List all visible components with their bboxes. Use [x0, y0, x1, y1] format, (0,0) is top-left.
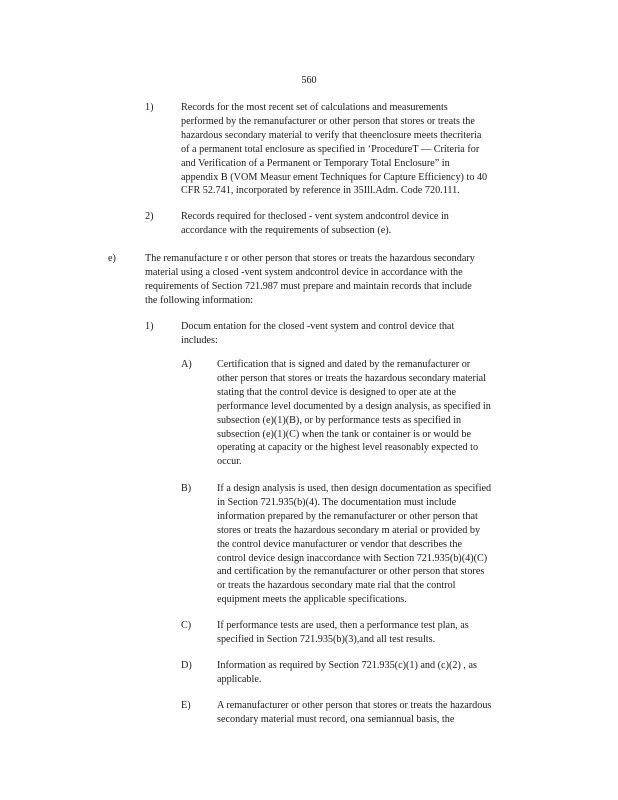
text-line: Records for the most recent set of calculations and measurements [181, 102, 448, 113]
paragraph-label: B) [181, 483, 192, 494]
paragraph-text [217, 358, 547, 469]
text-line: hazardous secondary material to verify that theenclosure meets thecriteria [181, 129, 482, 141]
text-line: performed by the remanufacturer or other person that stores or treats the [181, 115, 475, 127]
text-line: information prepared by the remanufacturer or other person that [217, 510, 478, 522]
text-line: accordance with the requirements of subsection (e). [181, 224, 392, 236]
text-line: or treats the hazardous secondary mate rial that the control [217, 580, 456, 592]
text-line: material using a closed -vent system andcontrol device in accordance with the [145, 266, 463, 278]
text-line: subsection (e)(1)(B), or by performance tests as specified in [217, 414, 462, 426]
paragraph-label: C) [181, 620, 192, 631]
paragraph-text [217, 482, 539, 607]
text-line: other person that stores or treats the hazardous secondary material [217, 372, 487, 384]
paragraph-text [181, 320, 501, 348]
text-line: applicable. [217, 673, 262, 685]
text-line: A remanufacturer or other person that stores or treats the hazardous [217, 700, 492, 711]
text-line: If performance tests are used, then a performance test plan, as [217, 620, 469, 631]
text-line: appendix B (VOM Measur ement Techniques for Capture Efficiency) to 40 [181, 171, 488, 183]
text-line: and certification by the remanufacturer or other person that stores [217, 566, 485, 578]
text-line: secondary material must record, ona semiannual basis, the [217, 713, 455, 725]
text-line: stating that the control device is designed to oper ate at the [217, 386, 457, 398]
paragraph-text [217, 699, 519, 727]
text-line: the control device manufacturer or vendor that describes the [217, 538, 462, 550]
paragraph-label: E) [181, 700, 191, 711]
text-line: includes: [181, 334, 218, 346]
paragraph-text [181, 101, 531, 198]
text-line: subsection (e)(1)(C) when the tank or container is or would be [217, 428, 472, 440]
text-line: specified in Section 721.935(b)(3),and all test results. [217, 633, 436, 645]
text-line: control device design inaccordance with Section 721.935(b)(4)(C) [217, 552, 488, 564]
text-line: Information as required by Section 721.935(c)(1) and (c)(2) , as [217, 660, 477, 671]
text-line: in Section 721.935(b)(4). The documentation must include [217, 496, 457, 508]
text-line: the following information: [145, 294, 254, 306]
paragraph-label: A) [181, 359, 192, 370]
page-number: 560 [301, 75, 317, 86]
paragraph-text [217, 619, 517, 647]
text-line: The remanufacture r or other person that stores or treats the hazardous secondary [145, 253, 475, 264]
text-line: performance level documented by a design analysis, as specified in [217, 400, 491, 412]
text-line: Docum entation for the closed -vent system and control device that [181, 321, 455, 332]
paragraph-label: 1) [145, 321, 154, 332]
text-line: If a design analysis is used, then design documentation as specified [217, 483, 492, 494]
text-line: equipment meets the applicable specifications. [217, 594, 407, 606]
paragraph-text [217, 659, 532, 687]
paragraph-text [181, 210, 521, 238]
text-line: of a permanent total enclosure as specified in ‘ProcedureT — Criteria for [181, 143, 480, 155]
paragraph-label: 2) [145, 211, 154, 222]
text-line: operating at capacity or the highest level reasonably expected to [217, 442, 479, 454]
text-line: and Verification of a Permanent or Temporary Total Enclosure” in [181, 157, 450, 169]
paragraph-label: e) [108, 253, 116, 264]
text-line: requirements of Section 721.987 must prepare and maintain records that include [145, 280, 472, 292]
text-line: Certification that is signed and dated by the remanufacturer or [217, 359, 471, 370]
text-line: CFR 52.741, incorporated by reference in 35Ill.Adm. Code 720.111. [181, 185, 460, 197]
text-line: occur. [217, 456, 242, 468]
text-line: Records required for theclosed - vent system andcontrol device in [181, 211, 449, 222]
paragraph-text [145, 252, 530, 308]
paragraph-label: 1) [145, 102, 154, 113]
paragraph-label: D) [181, 660, 192, 671]
text-line: stores or treats the hazardous secondary m aterial or provided by [217, 524, 481, 536]
